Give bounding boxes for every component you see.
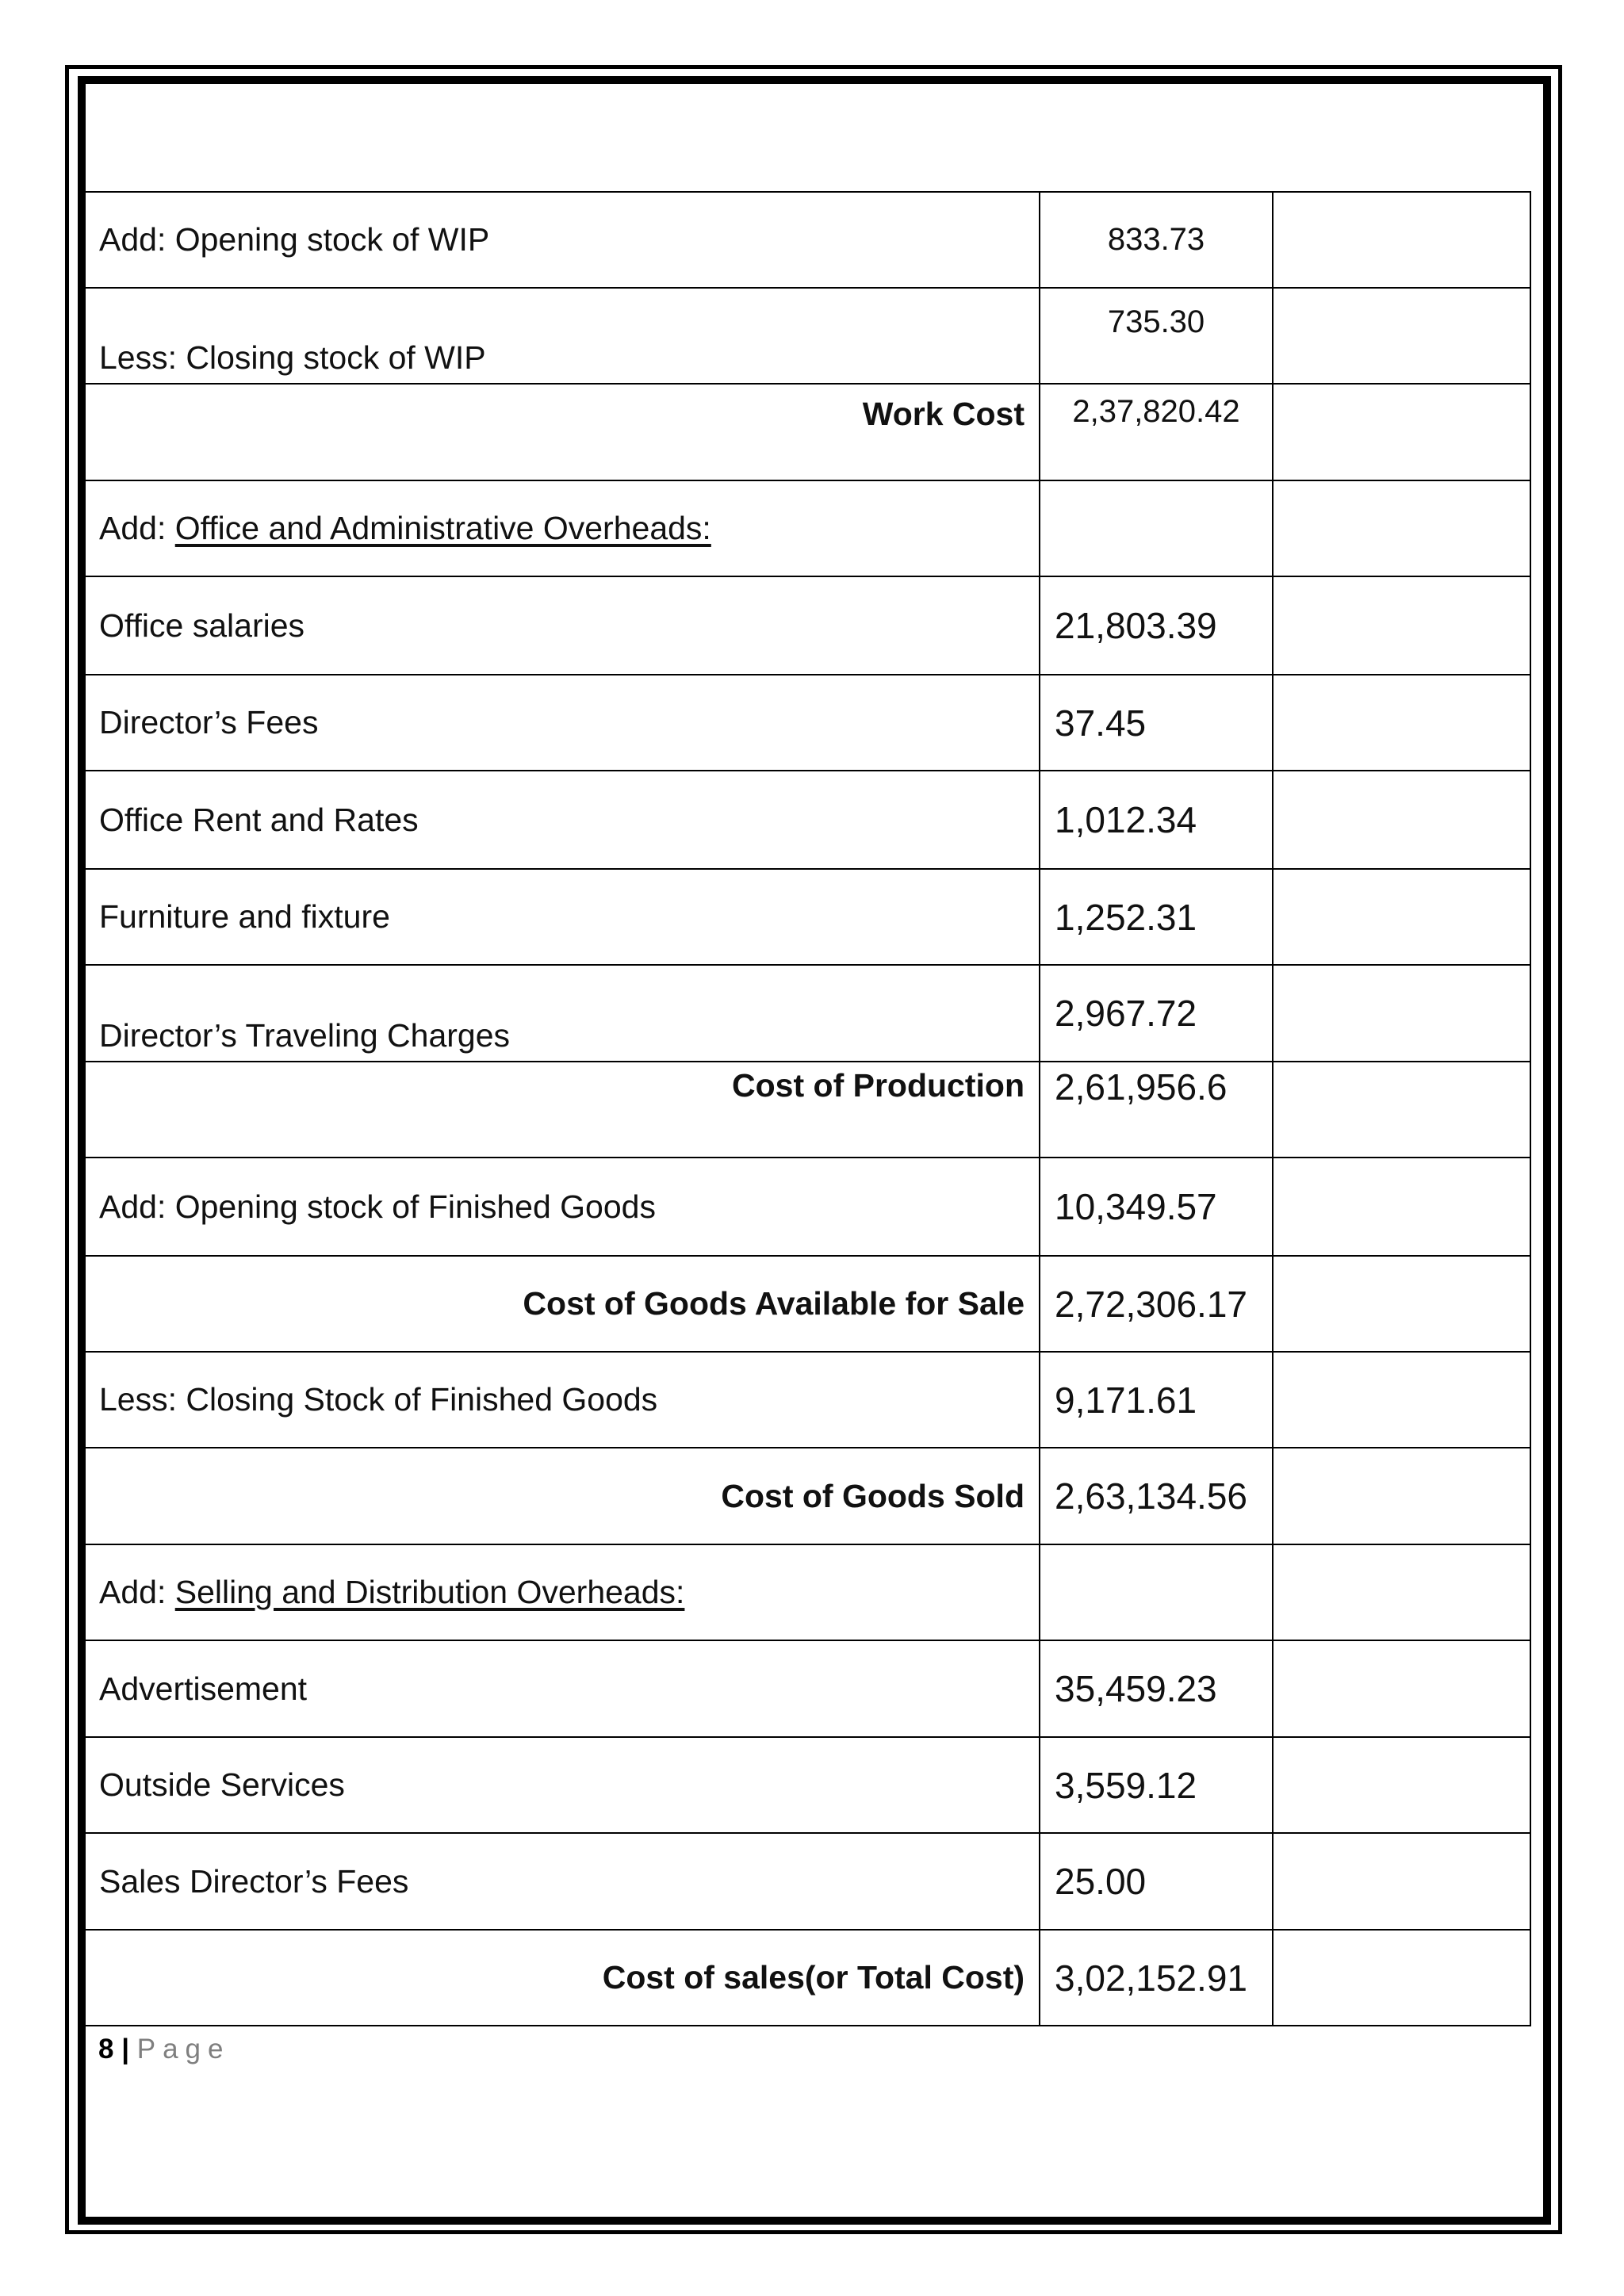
row-total-cell	[1273, 1062, 1530, 1158]
table-row	[84, 771, 1530, 869]
row-total-cell	[1273, 1158, 1530, 1256]
footer-separator: |	[121, 2034, 129, 2064]
table-row	[84, 576, 1530, 675]
table-row	[84, 1448, 1530, 1544]
table-row	[84, 1352, 1530, 1448]
table-row	[84, 1062, 1530, 1158]
table-row	[84, 1737, 1530, 1833]
row-total-cell	[1273, 1737, 1530, 1833]
row-label: Advertisement	[84, 1640, 1040, 1737]
row-label: Add: Opening stock of WIP	[84, 192, 1040, 288]
row-total-cell	[1273, 384, 1530, 480]
row-total-cell	[1273, 192, 1530, 288]
row-label: Outside Services	[84, 1737, 1040, 1833]
table-row	[84, 675, 1530, 771]
table-row	[84, 1256, 1530, 1352]
table-row	[84, 869, 1530, 965]
row-label: Director’s Fees	[84, 675, 1040, 771]
row-label: Sales Director’s Fees	[84, 1833, 1040, 1930]
table-row	[84, 288, 1530, 384]
table-row	[84, 1158, 1530, 1256]
row-amount: 735.30	[1040, 288, 1273, 384]
row-amount: 21,803.39	[1040, 576, 1273, 675]
section-title: Office and Administrative Overheads:	[174, 510, 711, 546]
subtotal-amount: 2,63,134.56	[1040, 1448, 1273, 1544]
row-label: Less: Closing stock of WIP	[84, 288, 1040, 384]
row-total-cell	[1273, 1448, 1530, 1544]
section-title: Selling and Distribution Overheads:	[174, 1574, 685, 1610]
row-amount: 25.00	[1040, 1833, 1273, 1930]
table-row	[84, 480, 1530, 576]
table-row	[84, 1544, 1530, 1640]
row-amount: 10,349.57	[1040, 1158, 1273, 1256]
subtotal-label: Work Cost	[84, 384, 1040, 480]
row-label: Office Rent and Rates	[84, 771, 1040, 869]
section-prefix: Add:	[99, 1574, 175, 1610]
row-total-cell	[1273, 576, 1530, 675]
row-total-cell	[1273, 1256, 1530, 1352]
subtotal-label: Cost of Goods Sold	[84, 1448, 1040, 1544]
row-label: Furniture and fixture	[84, 869, 1040, 965]
row-label: Office salaries	[84, 576, 1040, 675]
row-total-cell	[1273, 771, 1530, 869]
table-row	[84, 384, 1530, 480]
subtotal-label: Cost of Production	[84, 1062, 1040, 1158]
grand-total-label: Cost of sales(or Total Cost)	[84, 1930, 1040, 2026]
row-amount: 1,252.31	[1040, 869, 1273, 965]
subtotal-amount: 2,72,306.17	[1040, 1256, 1273, 1352]
page-footer	[98, 2034, 230, 2065]
row-amount: 2,967.72	[1040, 965, 1273, 1062]
table-row	[84, 1833, 1530, 1930]
row-total-cell	[1273, 288, 1530, 384]
row-amount: 35,459.23	[1040, 1640, 1273, 1737]
row-amount	[1040, 480, 1273, 576]
grand-total-amount: 3,02,152.91	[1040, 1930, 1273, 2026]
row-total-cell	[1273, 869, 1530, 965]
section-prefix: Add:	[99, 510, 175, 546]
subtotal-amount: 2,37,820.42	[1040, 384, 1273, 480]
row-label: Less: Closing Stock of Finished Goods	[84, 1352, 1040, 1448]
row-total-cell	[1273, 1930, 1530, 2026]
section-heading	[84, 1544, 1040, 1640]
cost-sheet-table	[83, 191, 1531, 2026]
table-row	[84, 1930, 1530, 2026]
subtotal-label: Cost of Goods Available for Sale	[84, 1256, 1040, 1352]
row-total-cell	[1273, 675, 1530, 771]
row-total-cell	[1273, 1833, 1530, 1930]
row-amount: 37.45	[1040, 675, 1273, 771]
table-row	[84, 192, 1530, 288]
row-total-cell	[1273, 1544, 1530, 1640]
row-amount: 3,559.12	[1040, 1737, 1273, 1833]
row-total-cell	[1273, 965, 1530, 1062]
row-total-cell	[1273, 1640, 1530, 1737]
table-row	[84, 1640, 1530, 1737]
page-number: 8	[98, 2034, 114, 2064]
section-heading	[84, 480, 1040, 576]
row-amount	[1040, 1544, 1273, 1640]
row-amount: 9,171.61	[1040, 1352, 1273, 1448]
table-row	[84, 965, 1530, 1062]
row-total-cell	[1273, 1352, 1530, 1448]
page-word: Page	[136, 2034, 231, 2064]
subtotal-amount: 2,61,956.6	[1040, 1062, 1273, 1158]
row-amount: 833.73	[1040, 192, 1273, 288]
row-total-cell	[1273, 480, 1530, 576]
row-label: Add: Opening stock of Finished Goods	[84, 1158, 1040, 1256]
row-label: Director’s Traveling Charges	[84, 965, 1040, 1062]
row-amount: 1,012.34	[1040, 771, 1273, 869]
